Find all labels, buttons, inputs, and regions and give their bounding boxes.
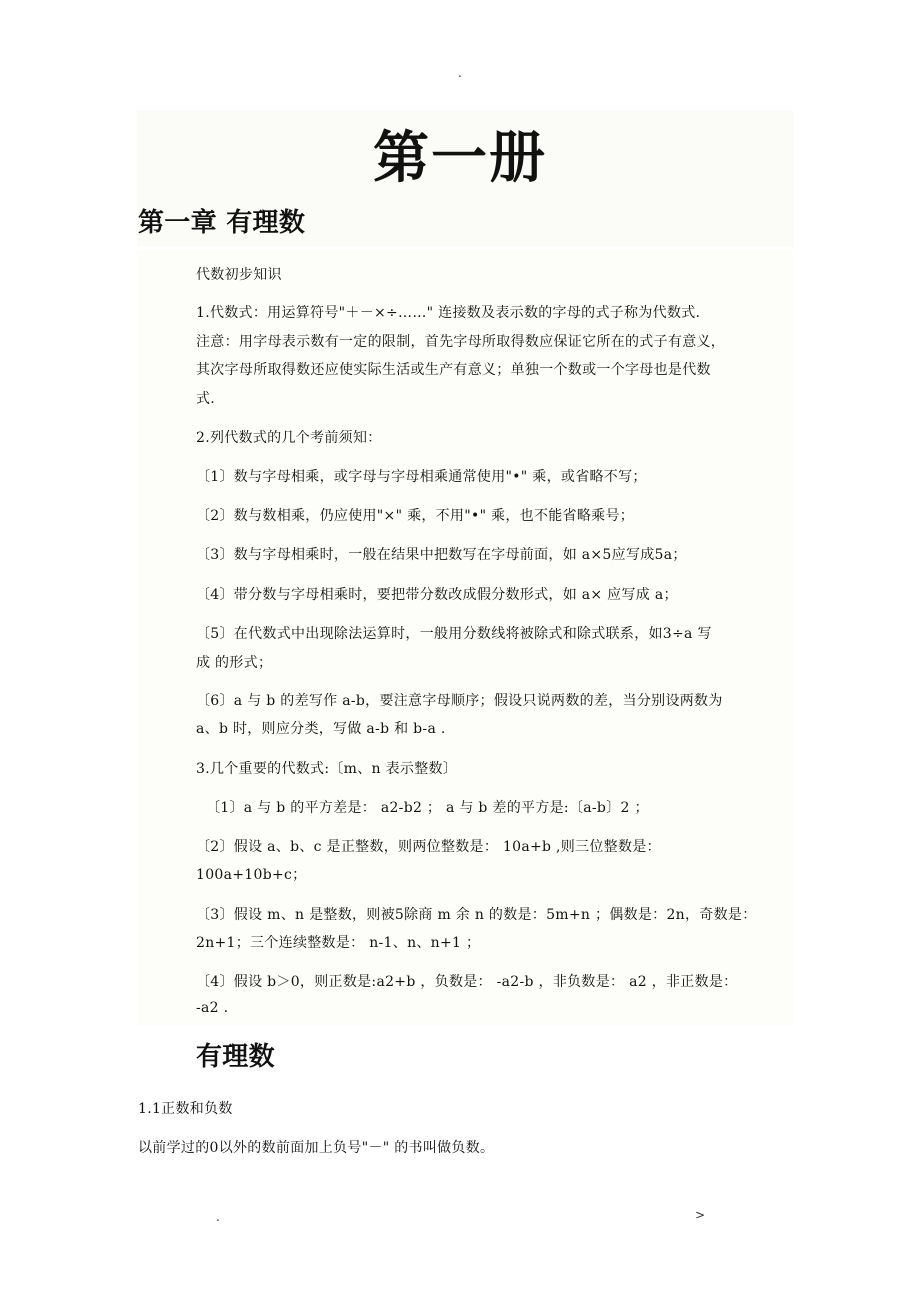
rule-6-line-2: a、b 时，则应分类，写做 a-b 和 b-a . — [196, 721, 446, 737]
header-mark: . — [458, 66, 462, 80]
definition-line-1: 1.代数式：用运算符号"＋－×÷……" 连接数及表示数的字母的式子称为代数式. — [196, 305, 701, 321]
rule-1: 〔1〕数与字母相乘，或字母与字母相乘通常使用"•" 乘，或省略不写； — [196, 469, 647, 485]
rule-3: 〔3〕数与字母相乘时，一般在结果中把数写在字母前面，如 a×5应写成5a； — [196, 547, 687, 563]
rule-5-line-2: 成 的形式； — [196, 655, 273, 671]
footer-mark-right: > — [695, 1208, 706, 1222]
rule-4: 〔4〕带分数与字母相乘时，要把带分数改成假分数形式，如 a× 应写成 a； — [196, 587, 678, 603]
rule-6-line-1: 〔6〕a 与 b 的差写作 a-b，要注意字母顺序；假设只说两数的差，当分别设两数为 — [196, 693, 723, 709]
definition-line-3: 其次字母所取得数还应使实际生活或生产有意义；单独一个数或一个字母也是代数 — [196, 362, 711, 378]
definition-line-4: 式. — [196, 391, 216, 407]
rule-5-line-1: 〔5〕在代数式中出现除法运算时，一般用分数线将被除式和除式联系，如3÷a 写 — [196, 626, 712, 642]
definition-line-2: 注意：用字母表示数有一定的限制，首先字母所取得数应保证它所在的式子有意义， — [196, 334, 726, 350]
important-4-line-1: 〔4〕假设 b＞0，则正数是:a2+b ，负数是： -a2-b ，非负数是： a2 ，非正数是： — [196, 974, 738, 990]
book-title: 第一册 — [373, 125, 547, 191]
important-4-line-2: -a2 . — [196, 1000, 229, 1016]
rule-2: 〔2〕数与数相乘，仍应使用"×" 乘，不用"•" 乘，也不能省略乘号； — [196, 508, 635, 524]
subsection-title: 1.1正数和负数 — [138, 1101, 233, 1117]
intro-heading: 代数初步知识 — [196, 267, 282, 283]
important-3-line-2: 2n+1；三个连续整数是： n-1、n、n+1 ； — [196, 935, 481, 951]
important-heading: 3.几个重要的代数式:〔m、n 表示整数〕 — [196, 761, 458, 777]
negative-number-definition: 以前学过的0以外的数前面加上负号"－" 的书叫做负数。 — [138, 1140, 495, 1156]
rules-heading: 2.列代数式的几个考前须知： — [196, 430, 382, 446]
important-2-line-1: 〔2〕假设 a、b、c 是正整数，则两位整数是： 10a+b ,则三位整数是： — [196, 839, 661, 855]
important-1: 〔1〕a 与 b 的平方差是： a2-b2 ； a 与 b 差的平方是:〔a-b〕2 ； — [206, 800, 649, 816]
chapter-title: 第一章 有理数 — [138, 208, 306, 238]
important-3-line-1: 〔3〕假设 m、n 是整数，则被5除商 m 余 n 的数是：5m+n ；偶数是：2n，奇数是： — [196, 907, 757, 923]
section-title: 有理数 — [196, 1042, 275, 1072]
important-2-line-2: 100a+10b+c； — [196, 867, 307, 883]
footer-mark-left: . — [216, 1210, 220, 1224]
